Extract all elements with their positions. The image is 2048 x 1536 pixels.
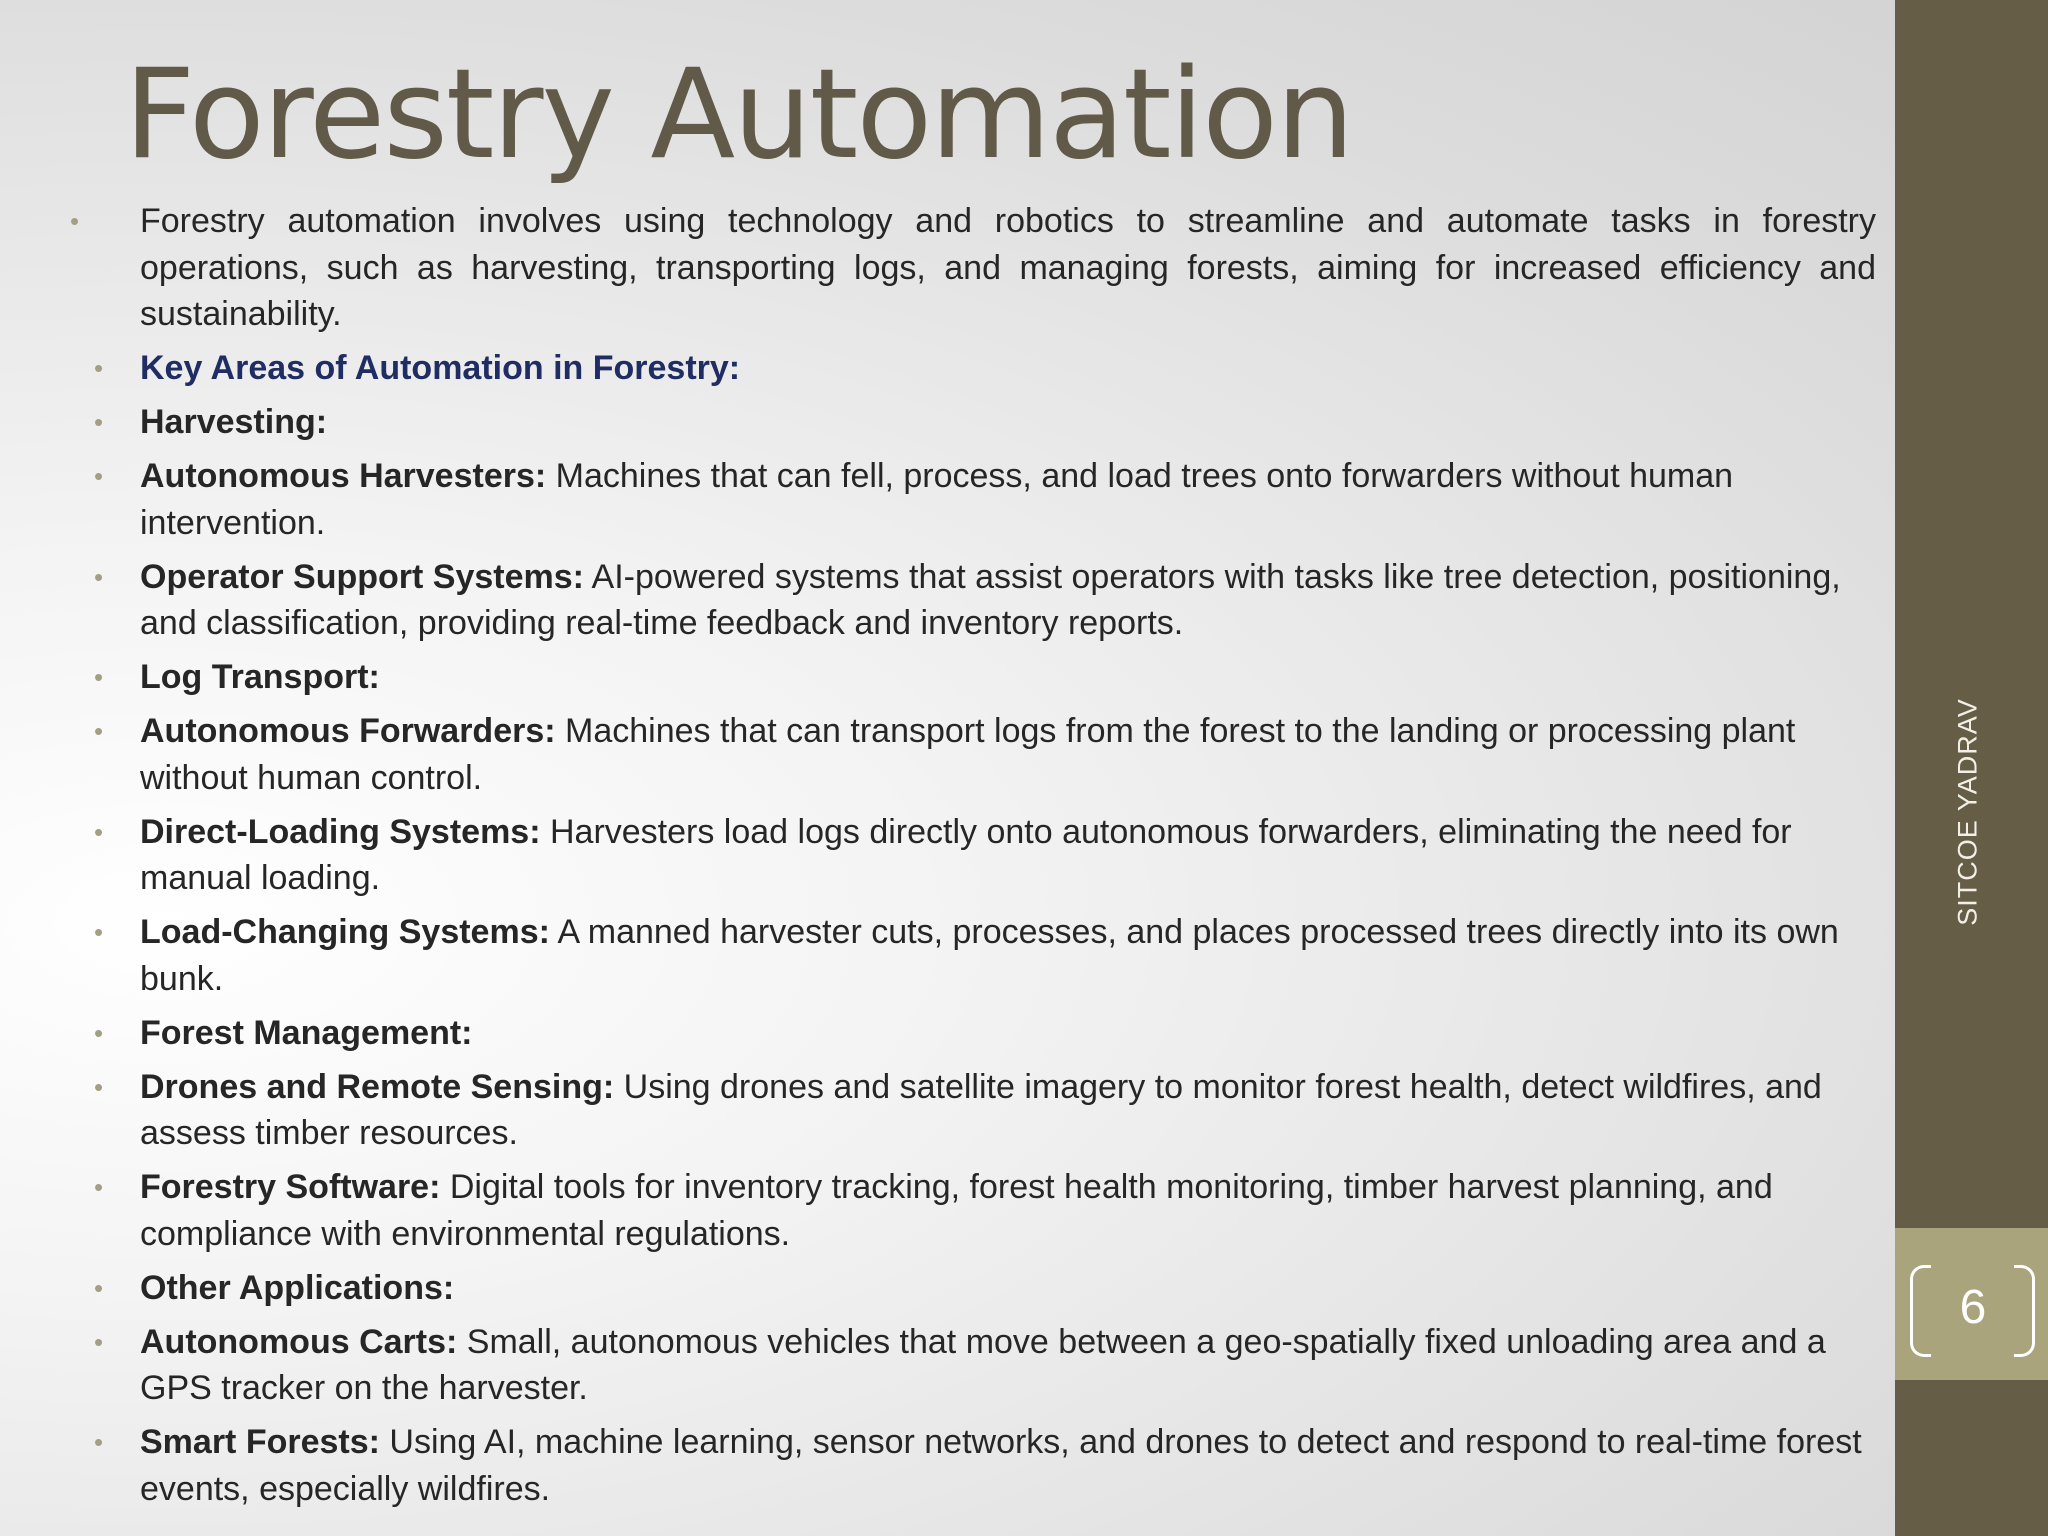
item-heading: Key Areas of Automation in Forestry: <box>140 349 741 387</box>
list-item <box>70 453 1876 546</box>
list-item <box>70 554 1876 647</box>
list-item <box>70 345 1876 392</box>
intro-item <box>70 198 1876 338</box>
bullet-icon: • <box>94 716 104 746</box>
item-text: Using drones and satellite imagery to monitor forest health, detect wildfires, and assess timber resources. <box>140 1067 1822 1152</box>
item-heading: Autonomous Carts: <box>140 1322 458 1361</box>
item-heading: Drones and Remote Sensing: <box>140 1067 615 1106</box>
bullet-icon: • <box>94 353 104 383</box>
list-item <box>70 1010 1876 1057</box>
bullet-icon: • <box>94 1272 104 1303</box>
item-heading: Load-Changing Systems: <box>140 913 550 951</box>
item-heading: Direct-Loading Systems: <box>140 812 541 851</box>
item-text: Using AI, machine learning, sensor networks, and drones to detect and respond to real-time forest events, especially wildfires. <box>140 1423 1862 1508</box>
list-item <box>70 809 1876 902</box>
list-item <box>70 1265 1876 1312</box>
item-text: Machines that can fell, process, and load trees onto forwarders without human intervention. <box>140 457 1734 542</box>
list-item <box>70 1164 1876 1257</box>
item-text: Machines that can transport logs from the forest to the landing or processing plant without human control. <box>140 712 1796 797</box>
list-item <box>70 909 1876 1002</box>
slide-title: Forestry Automation <box>124 43 1353 187</box>
bullet-icon: • <box>94 1071 104 1102</box>
item-heading: Smart Forests: <box>140 1423 380 1461</box>
item-text: Small, autonomous vehicles that move between a geo-spatially fixed unloading area and a GPS tracker on the harvester. <box>140 1322 1826 1407</box>
bullet-icon: • <box>94 816 104 847</box>
bullet-icon: • <box>94 662 104 692</box>
bullet-icon: • <box>94 917 104 947</box>
bullet-icon: • <box>70 206 80 236</box>
item-heading: Autonomous Harvesters: <box>140 457 547 495</box>
item-heading: Operator Support Systems: <box>140 557 584 596</box>
item-heading: Harvesting: <box>140 403 328 441</box>
item-heading: Autonomous Forwarders: <box>140 712 556 750</box>
list-item <box>70 708 1876 801</box>
bullet-icon: • <box>94 1017 104 1048</box>
bullet-icon: • <box>94 461 104 491</box>
item-heading: Forest Management: <box>140 1013 473 1052</box>
page-number: 6 <box>1959 1281 1987 1334</box>
item-heading: Forestry Software: <box>140 1168 441 1206</box>
bullet-icon: • <box>94 407 104 437</box>
intro-text: Forestry automation involves using technology and robotics to streamline and automate tasks in forestry operations, such as harvesting, transporting logs, and managing forests, aiming for increased efficiency and sustainability. <box>140 202 1876 333</box>
item-text: Digital tools for inventory tracking, forest health monitoring, timber harvest planning, and compliance with environmental regulations. <box>140 1168 1773 1253</box>
item-heading: Log Transport: <box>140 658 380 696</box>
list-item <box>70 399 1876 446</box>
list-item <box>70 654 1876 701</box>
item-text: A manned harvester cuts, processes, and places processed trees directly into its own bunk. <box>140 913 1839 998</box>
item-text: AI-powered systems that assist operators with tasks like tree detection, positioning, and classification, providing real-time feedback and inventory reports. <box>140 557 1841 642</box>
item-text: Harvesters load logs directly onto autonomous forwarders, eliminating the need for manual loading. <box>140 812 1792 897</box>
bullet-list <box>70 198 1876 1520</box>
bullet-icon: • <box>94 1427 104 1457</box>
bracket-left-icon <box>1910 1265 1931 1357</box>
sidebar-label: SITCOE YADRAV <box>1952 698 1983 926</box>
list-item <box>70 1064 1876 1157</box>
item-heading: Other Applications: <box>140 1268 455 1307</box>
bracket-right-icon <box>2014 1265 2035 1357</box>
list-item <box>70 1419 1876 1512</box>
bullet-icon: • <box>94 1326 104 1357</box>
bullet-icon: • <box>94 1172 104 1202</box>
list-item <box>70 1319 1876 1412</box>
bullet-icon: • <box>94 561 104 592</box>
